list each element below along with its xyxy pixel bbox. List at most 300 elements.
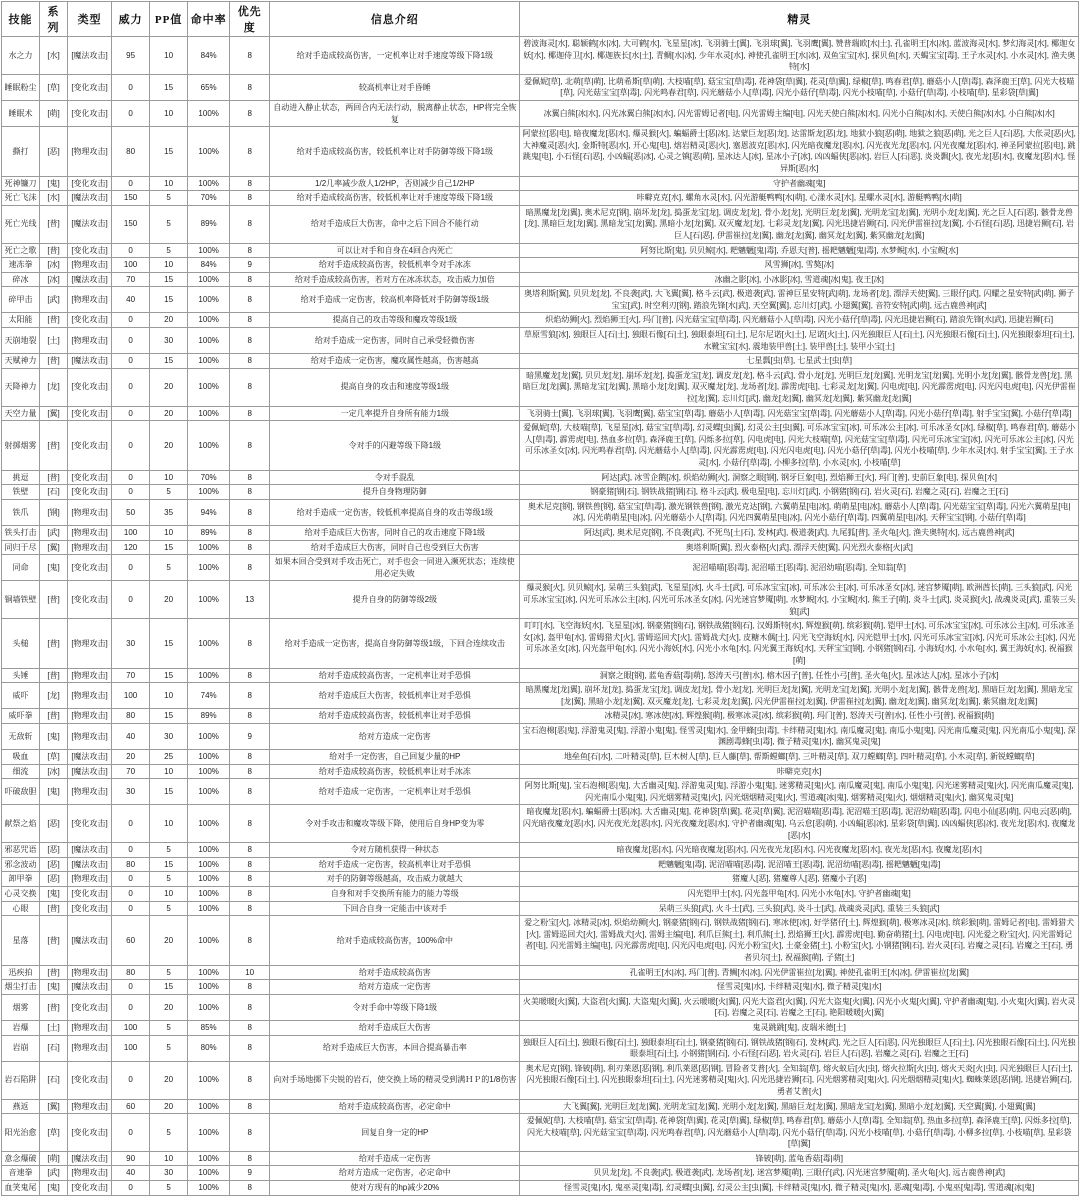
cell-info: 令对手的闪避等级下降1级 — [270, 421, 520, 470]
cell-skill: 岩爆 — [2, 1020, 40, 1035]
cell-priority: 8 — [230, 313, 270, 328]
cell-series: [普] — [40, 354, 68, 369]
cell-hit: 74% — [188, 683, 230, 709]
cell-info: 给对手造成较高伤害，较低机率让对手防御等级下降1级 — [270, 127, 520, 176]
cell-skill: 无敌斩 — [2, 723, 40, 749]
cell-spirits: 贝贝龙[龙], 不良袭[武], 极道袭[武], 龙场者[龙], 迷宫梦魇[萌], 三眼仔[武], 闪光迷宫梦魇[萌], 圣火龟[火], 远古鹿兽神[武] — [520, 1166, 1079, 1181]
cell-power: 0 — [112, 555, 150, 581]
cell-power: 0 — [112, 1114, 150, 1152]
cell-series: [普] — [40, 668, 68, 683]
cell-info: 给对手造成巨大伤害，同时自己的攻击速度下降1级 — [270, 525, 520, 540]
cell-priority: 8 — [230, 470, 270, 485]
cell-spirits: 孔雀明王[水|冰], 玛门[普], 青鲷[水|冰], 闪光伊雷崔拉[龙|翼], 神使孔雀明王[水|冰], 伊雷崔拉[龙|翼] — [520, 965, 1079, 980]
cell-series: [普] — [40, 965, 68, 980]
cell-pp: 20 — [150, 421, 188, 470]
cell-hit: 100% — [188, 540, 230, 555]
cell-series: [恶] — [40, 857, 68, 872]
cell-spirits: 宝石泡棉[恶|鬼], 浮游鬼灵[鬼], 浮游小鬼[鬼], 怪雪灵[鬼|水], 金甲蜂[虫|毒], 卡绊精灵[鬼|水], 南瓜魔灵[鬼], 南瓜小鬼[鬼], 闪光南瓜魔灵[鬼], 闪光南瓜小鬼[鬼], 深渊剧毒蜂[虫|毒], 微子精灵[鬼|水], 幽冥鬼灵[鬼] — [520, 723, 1079, 749]
cell-series: [土] — [40, 328, 68, 354]
cell-info: 给对手造成巨大伤害 — [270, 1020, 520, 1035]
cell-skill: 意念爆破 — [2, 1151, 40, 1166]
cell-info: 给对手造成一定伤害，较高机率让对手恐惧 — [270, 857, 520, 872]
cell-series: [普] — [40, 916, 68, 965]
cell-spirits: 炽焰幼狮[火], 烈焰狮王[火], 玛门[普], 闪光菇宝宝[草|毒], 闪光蘑菇小人[草|毒], 闪光小菇仔[草|毒], 闪光迅捷岩狮[石], 踏浪先锋[水|武], 迅捷岩狮[石] — [520, 313, 1079, 328]
cell-hit: 100% — [188, 272, 230, 287]
table-row — [2, 668, 1079, 683]
cell-priority: 8 — [230, 779, 270, 805]
cell-spirits: 火美暖暖[火|翼], 大盗君[火|翼], 大盗鬼[火|翼], 火云暖暖[火|翼], 闪光大盗君[火|翼], 闪光大盗鬼[火|翼], 闪光小火鬼[火|翼], 守护者幽魂[鬼], 小火鬼[火|翼], 岩火灵[石], 岩魔之灵[石], 岩魔之王[石], 艳阳暖暖[火|翼] — [520, 994, 1079, 1020]
cell-pp: 5 — [150, 1181, 188, 1196]
cell-power: 100 — [112, 258, 150, 273]
cell-power: 40 — [112, 723, 150, 749]
cell-priority: 8 — [230, 1181, 270, 1196]
table-row — [2, 1114, 1079, 1152]
cell-type: [魔法攻击] — [68, 272, 112, 287]
cell-spirits: 飞羽骑士[翼], 飞羽球[翼], 飞羽鹰[翼], 菇宝宝[草|毒], 蘑菇小人[草|毒], 闪光菇宝宝[草|毒], 闪光蘑菇小人[草|毒], 闪光小菇仔[草|毒], 射手宝宝[翼], 小菇仔[草|毒] — [520, 406, 1079, 421]
cell-hit: 100% — [188, 243, 230, 258]
cell-type: [变化攻击] — [68, 368, 112, 406]
table-row — [2, 1151, 1079, 1166]
cell-power: 0 — [112, 843, 150, 858]
cell-type: [变化攻击] — [68, 555, 112, 581]
cell-type: [物理攻击] — [68, 258, 112, 273]
cell-spirits: 暗夜魔龙[恶|水], 闪光暗夜魔龙[恶|水], 闪光夜光龙[恶|水], 闪光夜魔龙[恶|水], 夜光龙[恶|水], 夜魔龙[恶|水] — [520, 843, 1079, 858]
cell-skill: 阳光治愈 — [2, 1114, 40, 1152]
cell-power: 30 — [112, 619, 150, 668]
table-row — [2, 994, 1079, 1020]
cell-info: 自动进入静止状态，两回合内无法行动，脱离静止状态，HP将完全恢复 — [270, 100, 520, 126]
table-row — [2, 683, 1079, 709]
cell-series: [普] — [40, 581, 68, 619]
cell-type: [魔法攻击] — [68, 1151, 112, 1166]
cell-spirits: 叮叮[水], 飞空海妖[水], 飞星星[冰], 钢豪猪[钢|石], 钢铁战猪[钢|石], 汉姆斯特[水], 辉煌猴[萌], 缤彩猴[萌], 铠甲士[水], 可乐冰宝宝[冰], 可乐冰公主[冰], 可乐冰圣女[冰], 盔甲龟[水], 雷姆猎犬[火], 雷姆巡回犬[火], 雷姆战犬[火], 皮糖木偶[土], 闪光飞空海妖[水], 闪光铠甲士[水], 闪光可乐冰宝宝[冰], 闪光可乐冰公主[冰], 闪光可乐冰圣女[冰], 闪光盔甲龟[水], 闪光小海妖[水], 闪光小水龟[水], 闪光翼王海妖[水], 天秤宝宝[钢], 小钢猪[钢|石], 小海妖[水], 小水龟[水], 翼王海妖[水], 祝福猴[萌] — [520, 619, 1079, 668]
cell-series: [钢] — [40, 499, 68, 525]
cell-pp: 10 — [150, 1151, 188, 1166]
cell-pp: 5 — [150, 872, 188, 887]
cell-type: [物理攻击] — [68, 1166, 112, 1181]
cell-type: [变化攻击] — [68, 581, 112, 619]
cell-priority: 8 — [230, 287, 270, 313]
cell-type: [变化攻击] — [68, 421, 112, 470]
table-row — [2, 805, 1079, 843]
table-row — [2, 901, 1079, 916]
cell-priority: 8 — [230, 1035, 270, 1061]
column-header-hit: 命中率 — [188, 2, 230, 37]
table-row — [2, 709, 1079, 724]
cell-hit: 100% — [188, 668, 230, 683]
cell-hit: 100% — [188, 287, 230, 313]
table-row — [2, 1181, 1079, 1196]
cell-power: 0 — [112, 406, 150, 421]
cell-type: [变化攻击] — [68, 901, 112, 916]
cell-spirits: 独眼巨人[石|土], 独眼石像[石|土], 独眼泰坦[石|土], 钢豪猪[钢|石], 钢铁战猪[钢|石], 发林[武], 光之巨人[石|恶], 闪光独眼巨人[石|土], 闪光独眼石像[石|土], 闪光独眼泰坦[石|土], 小钢猪[钢|石], 小石怪[石|恶], 岩火灵[石], 岩巨人[石|恶], 岩魔之灵[石], 岩魔之王[石] — [520, 1035, 1079, 1061]
cell-priority: 8 — [230, 1061, 270, 1099]
cell-type: [变化攻击] — [68, 74, 112, 100]
cell-pp: 5 — [150, 1035, 188, 1061]
cell-info: 给对手造成一定伤害，较高机率降低对手防御等级1级 — [270, 287, 520, 313]
cell-power: 100 — [112, 1035, 150, 1061]
cell-priority: 8 — [230, 272, 270, 287]
cell-skill: 烟雾 — [2, 994, 40, 1020]
cell-hit: 100% — [188, 354, 230, 369]
cell-pp: 20 — [150, 313, 188, 328]
cell-info: 给对手造成较高伤害 — [270, 965, 520, 980]
cell-priority: 8 — [230, 857, 270, 872]
cell-type: [变化攻击] — [68, 100, 112, 126]
cell-hit: 100% — [188, 555, 230, 581]
cell-spirits: 奥术尼克[钢], 钢铁兽[钢], 菇宝宝[草|毒], 激光钢铁兽[钢], 激光克达[钢], 六翼萌星[电|冰], 萌萌星[电|冰], 蘑菇小人[草|毒], 闪光菇宝宝[草|毒], 闪光六翼萌星[电|冰], 闪光萌萌星[电|冰], 闪光蘑菇小人[草|毒], 闪光四翼萌星[电|冰], 闪光小菇仔[草|毒], 四翼萌星[电|冰], 天秤宝宝[钢], 小菇仔[草|毒] — [520, 499, 1079, 525]
cell-hit: 100% — [188, 328, 230, 354]
cell-info: 给对手造成较高伤害，较低机率让对手冰冻 — [270, 764, 520, 779]
table-row — [2, 1166, 1079, 1181]
cell-spirits: 风雪狮[冰], 雪獒[冰] — [520, 258, 1079, 273]
cell-power: 60 — [112, 1099, 150, 1114]
cell-skill: 铁爪 — [2, 499, 40, 525]
cell-power: 0 — [112, 100, 150, 126]
cell-power: 0 — [112, 243, 150, 258]
cell-skill: 死亡飞沫 — [2, 191, 40, 206]
cell-skill: 威吓拳 — [2, 709, 40, 724]
cell-priority: 8 — [230, 887, 270, 902]
cell-skill: 同归于尽 — [2, 540, 40, 555]
cell-priority: 8 — [230, 368, 270, 406]
cell-hit: 100% — [188, 100, 230, 126]
column-header-spirits: 精灵 — [520, 2, 1079, 37]
cell-skill: 岩崩 — [2, 1035, 40, 1061]
cell-power: 40 — [112, 1166, 150, 1181]
cell-hit: 100% — [188, 1181, 230, 1196]
header-row — [2, 2, 1079, 37]
cell-hit: 100% — [188, 750, 230, 765]
cell-hit: 65% — [188, 74, 230, 100]
cell-type: [物理攻击] — [68, 872, 112, 887]
cell-skill: 挑逗 — [2, 470, 40, 485]
cell-priority: 8 — [230, 406, 270, 421]
cell-type: [魔法攻击] — [68, 980, 112, 995]
cell-info: 一定几率提升自身所有能力1级 — [270, 406, 520, 421]
cell-hit: 100% — [188, 779, 230, 805]
cell-series: [石] — [40, 485, 68, 500]
cell-power: 0 — [112, 354, 150, 369]
cell-power: 20 — [112, 750, 150, 765]
cell-info: 给对手造成巨大伤害，同时自己也受到巨大伤害 — [270, 540, 520, 555]
cell-skill: 天赋神力 — [2, 354, 40, 369]
cell-power: 70 — [112, 272, 150, 287]
cell-priority: 8 — [230, 980, 270, 995]
table-row — [2, 540, 1079, 555]
cell-pp: 20 — [150, 406, 188, 421]
cell-hit: 100% — [188, 1151, 230, 1166]
cell-pp: 10 — [150, 258, 188, 273]
cell-pp: 5 — [150, 485, 188, 500]
cell-hit: 100% — [188, 1061, 230, 1099]
cell-pp: 5 — [150, 843, 188, 858]
cell-pp: 10 — [150, 100, 188, 126]
cell-pp: 20 — [150, 581, 188, 619]
cell-power: 0 — [112, 176, 150, 191]
cell-hit: 89% — [188, 525, 230, 540]
cell-skill: 岩石陷阱 — [2, 1061, 40, 1099]
cell-pp: 25 — [150, 750, 188, 765]
cell-series: [翼] — [40, 406, 68, 421]
cell-pp: 15 — [150, 619, 188, 668]
cell-series: [普] — [40, 243, 68, 258]
cell-pp: 15 — [150, 857, 188, 872]
cell-type: [变化攻击] — [68, 470, 112, 485]
cell-info: 给对手造成较高伤害，较低机率令对手冰冻 — [270, 258, 520, 273]
cell-spirits: 爱佩妮[草], 北萌[草|萌], 比萌希斯[草|萌], 大枝喵[草], 菇宝宝[草|毒], 花神袋[草|翼], 花灵[草|翼], 绿椒[草], 鸣春君[草], 蘑菇小人[草|毒], 森泽鹿王[草], 闪光大枝喵[草], 闪光菇宝宝[草|毒], 闪光鸣春君[草], 闪光蘑菇小人[草|毒], 闪光小菇仔[草|毒], 闪光小枝喵[草], 小菇仔[草|毒], 小枝喵[草], 星彩袋[草|翼] — [520, 74, 1079, 100]
cell-type: [魔法攻击] — [68, 916, 112, 965]
table-row — [2, 723, 1079, 749]
cell-series: [石] — [40, 1035, 68, 1061]
cell-info: 如果本回合受到对手攻击死亡，对手也会一同进入濒死状态；连续使用必定失败 — [270, 555, 520, 581]
cell-series: [普] — [40, 205, 68, 243]
cell-hit: 94% — [188, 499, 230, 525]
cell-skill: 血笑鬼尾 — [2, 1181, 40, 1196]
cell-priority: 9 — [230, 723, 270, 749]
table-row — [2, 205, 1079, 243]
cell-skill: 献祭之焰 — [2, 805, 40, 843]
table-row — [2, 176, 1079, 191]
cell-power: 150 — [112, 191, 150, 206]
cell-skill: 铜墙铁壁 — [2, 581, 40, 619]
cell-spirits: 奥塔利斯[翼], 烈火泰格[火|武], 漂浮天使[翼], 闪光烈火泰格[火|武] — [520, 540, 1079, 555]
column-header-priority: 优先度 — [230, 2, 270, 37]
cell-priority: 8 — [230, 328, 270, 354]
cell-info: 给对手造成较高伤害，一定机率让对手恐惧 — [270, 668, 520, 683]
cell-hit: 100% — [188, 764, 230, 779]
cell-priority: 8 — [230, 555, 270, 581]
cell-series: [萌] — [40, 100, 68, 126]
cell-info: 给对手一定伤害，自己回复少量的HP — [270, 750, 520, 765]
cell-spirits: 钢豪猪[钢|石], 钢铁战猪[钢|石], 格斗云[武], 极电星[电], 忘川灯[武], 小钢猪[钢|石], 岩火灵[石], 岩魔之灵[石], 岩魔之王[石] — [520, 485, 1079, 500]
cell-skill: 燕返 — [2, 1099, 40, 1114]
cell-info: 给对手造成一定伤害，较低机率提高自身的攻击等级1级 — [270, 499, 520, 525]
cell-hit: 100% — [188, 916, 230, 965]
cell-info: 给对方造成一定伤害 — [270, 723, 520, 749]
cell-priority: 8 — [230, 872, 270, 887]
cell-type: [物理攻击] — [68, 709, 112, 724]
cell-hit: 84% — [188, 258, 230, 273]
table-row — [2, 354, 1079, 369]
cell-info: 给对手造成较高伤害，必定命中 — [270, 1099, 520, 1114]
cell-series: [普] — [40, 421, 68, 470]
cell-hit: 70% — [188, 470, 230, 485]
cell-pp: 15 — [150, 980, 188, 995]
cell-info: 给对方造成一定伤害 — [270, 980, 520, 995]
cell-power: 0 — [112, 470, 150, 485]
cell-type: [魔法攻击] — [68, 37, 112, 75]
cell-series: [龙] — [40, 683, 68, 709]
cell-pp: 5 — [150, 243, 188, 258]
cell-skill: 邪念波动 — [2, 857, 40, 872]
cell-power: 100 — [112, 1020, 150, 1035]
cell-series: [普] — [40, 470, 68, 485]
cell-type: [魔法攻击] — [68, 354, 112, 369]
cell-power: 100 — [112, 683, 150, 709]
cell-info: 下回合自身一定能击中该对手 — [270, 901, 520, 916]
cell-priority: 8 — [230, 764, 270, 779]
cell-skill: 睡眠粉尘 — [2, 74, 40, 100]
cell-hit: 70% — [188, 191, 230, 206]
cell-skill: 心灵交换 — [2, 887, 40, 902]
cell-priority: 8 — [230, 1099, 270, 1114]
cell-spirits: 碧波海灵[水], 聪颖鹤[水|冰], 大可鹤[水], 飞星星[冰], 飞羽骑士[翼], 飞羽球[翼], 飞羽鹰[翼], 赞普瑞欧[水|土], 孔雀明王[水|冰], 蓝波海灵[水], 梦幻海灵[水], 椰迦女妖[水], 椰迦侍卫[水], 椰迦族长[水|土], 青鲷[水|冰], 少年水灵[水], 神使孔雀明王[水|冰], 双鱼宝宝[水], 探贝鱼[水], 天蝎宝宝[毒], 王子水灵[水], 小水灵[水], 渔夫奥特[水] — [520, 37, 1079, 75]
cell-info: 1/2几率减少敌人1/2HP，否则减少自己1/2HP — [270, 176, 520, 191]
cell-priority: 8 — [230, 525, 270, 540]
cell-power: 80 — [112, 709, 150, 724]
cell-series: [石] — [40, 1061, 68, 1099]
cell-pp: 10 — [150, 683, 188, 709]
cell-spirits: 猪魔人[恶], 猪魔尊人[恶], 猪魔小子[恶] — [520, 872, 1079, 887]
cell-hit: 84% — [188, 37, 230, 75]
cell-series: [萌] — [40, 1151, 68, 1166]
cell-spirits: 洞察之眼[钢], 蓝龟香菇[毒|萌], 怒涛天弓[普|水], 榕木因子[普], 任性小弓[普], 圣火龟[火], 星冰达人[冰], 星冰小子[冰] — [520, 668, 1079, 683]
cell-type: [变化攻击] — [68, 313, 112, 328]
cell-type: [物理攻击] — [68, 328, 112, 354]
cell-series: [土] — [40, 1020, 68, 1035]
cell-priority: 9 — [230, 1166, 270, 1181]
cell-power: 30 — [112, 779, 150, 805]
cell-power: 0 — [112, 485, 150, 500]
cell-skill: 邪恶咒语 — [2, 843, 40, 858]
cell-series: [冰] — [40, 272, 68, 287]
cell-spirits: 爱之粉宝[火], 冰精灵[冰], 炽焰幼狮[火], 钢豪猪[钢|石], 钢铁战猪[钢|石], 寒冰使[冰], 好学猪仔[土], 辉煌猴[萌], 极寒冰灵[冰], 缤彩猴[萌], 雷姆记者[电], 雷姆猎犬[火], 雷姆巡回犬[火], 雷姆战犬[火], 雷姆主编[电], 利爪巨熊[土], 利爪熊[土], 烈焰狮王[火], 霹雳虎[电], 勤奋萌猪[土], 闪电虎[电], 闪光爱之粉宝[火], 闪光雷姆记者[电], 闪光雷姆主编[电], 闪光霹雳虎[电], 闪光闪电虎[电], 闪光小粉宝[火], 土豪金猪[土], 小粉宝[火], 小钢猪[钢|石], 岩火灵[石], 岩魔之灵[石], 岩魔之王[石], 勇者贝尔[土], 祝福猴[萌], 子猪[土] — [520, 916, 1079, 965]
cell-spirits: 泥沼喵喵[恶|毒], 泥沼喵王[恶|毒], 泥沼幼喵[恶|毒], 全知翁[草] — [520, 555, 1079, 581]
cell-series: [鬼] — [40, 980, 68, 995]
cell-priority: 8 — [230, 37, 270, 75]
cell-series: [翼] — [40, 1099, 68, 1114]
cell-power: 0 — [112, 805, 150, 843]
cell-priority: 8 — [230, 683, 270, 709]
cell-info: 给对手造成较高伤害，若对方在冰冻状态，攻击威力加倍 — [270, 272, 520, 287]
cell-priority: 8 — [230, 843, 270, 858]
cell-series: [翼] — [40, 540, 68, 555]
cell-spirits: 暗黑魔龙[龙|翼], 崩坏龙[龙], 捣蛋龙宝[龙], 调皮龙[龙], 骨小龙[龙], 光明巨龙[龙|翼], 光明龙宝[龙|翼], 光明小龙[龙|翼], 骸骨龙兽[龙], 黑暗巨龙[龙|翼], 黑暗龙宝[龙|翼], 黑暗小龙[龙|翼], 双灭魔龙[龙], 七彩灵龙[龙|翼], 闪光伊雷崔拉[龙|翼], 伊雷崔拉[龙|翼], 幽龙[龙|翼], 幽冥龙[龙|翼], 紫冥幽龙[龙|翼] — [520, 683, 1079, 709]
cell-hit: 100% — [188, 1114, 230, 1152]
cell-spirits: 锋铍[萌], 蓝龟香菇[毒|萌] — [520, 1151, 1079, 1166]
cell-priority: 8 — [230, 191, 270, 206]
cell-skill: 碎冰 — [2, 272, 40, 287]
cell-power: 0 — [112, 421, 150, 470]
table-row — [2, 555, 1079, 581]
cell-spirits: 阿达[武], 奥术尼克[钢], 不良袭[武], 不死鸟[土|石], 发林[武], 极道袭[武], 九尾狐[普], 圣火龟[火], 渔夫奥特[水], 远古鹿兽神[武] — [520, 525, 1079, 540]
cell-info: 令对方随机获得一种状态 — [270, 843, 520, 858]
cell-power: 0 — [112, 313, 150, 328]
table-row — [2, 421, 1079, 470]
cell-info: 提高自身的攻击和速度等级1级 — [270, 368, 520, 406]
cell-power: 120 — [112, 540, 150, 555]
cell-series: [恶] — [40, 805, 68, 843]
cell-pp: 20 — [150, 1099, 188, 1114]
cell-power: 0 — [112, 887, 150, 902]
table-row — [2, 100, 1079, 126]
cell-skill: 天崩地裂 — [2, 328, 40, 354]
cell-info: 向对手场地掷下尖锐的岩石，使交换上场的精灵受到满ＨＰ的1/8伤害 — [270, 1061, 520, 1099]
cell-series: [武] — [40, 287, 68, 313]
cell-power: 0 — [112, 368, 150, 406]
cell-skill: 死神镰刀 — [2, 176, 40, 191]
cell-skill: 铁头打击 — [2, 525, 40, 540]
cell-skill: 心眼 — [2, 901, 40, 916]
cell-hit: 100% — [188, 1099, 230, 1114]
cell-power: 0 — [112, 74, 150, 100]
cell-type: [物理攻击] — [68, 779, 112, 805]
cell-pp: 15 — [150, 709, 188, 724]
cell-priority: 8 — [230, 901, 270, 916]
cell-spirits: 暗夜魔龙[恶|水], 蝙蝠爵士[恶|冰], 大舌幽灵[鬼], 花神袋[草|翼], 花灵[草|翼], 泥沼喵喵[恶|毒], 泥沼喵王[恶|毒], 泥沼幼喵[恶|毒], 闪电小仙[恶|萌], 闪电云[恶|萌], 闪光暗夜魔龙[恶|水], 闪光夜光龙[恶|水], 闪光夜魔龙[恶|水], 守护者幽魂[鬼], 乌云怠[恶|萌], 小凶蝠[恶|冰], 星彩袋[草|翼], 凶凶蝠侠[恶|冰], 夜光龙[恶|水], 夜魔龙[恶|水] — [520, 805, 1079, 843]
cell-series: [水] — [40, 37, 68, 75]
cell-info: 令对手混乱 — [270, 470, 520, 485]
cell-skill: 铁壁 — [2, 485, 40, 500]
cell-skill: 头槌 — [2, 619, 40, 668]
cell-type: [物理攻击] — [68, 540, 112, 555]
cell-priority: 9 — [230, 258, 270, 273]
cell-hit: 100% — [188, 421, 230, 470]
cell-priority: 8 — [230, 619, 270, 668]
cell-power: 90 — [112, 1151, 150, 1166]
cell-skill: 天降神力 — [2, 368, 40, 406]
cell-hit: 100% — [188, 901, 230, 916]
table-row — [2, 916, 1079, 965]
cell-priority: 8 — [230, 127, 270, 176]
cell-type: [物理攻击] — [68, 1099, 112, 1114]
cell-power: 60 — [112, 916, 150, 965]
cell-hit: 100% — [188, 872, 230, 887]
cell-pp: 30 — [150, 328, 188, 354]
cell-pp: 5 — [150, 965, 188, 980]
cell-pp: 15 — [150, 74, 188, 100]
cell-info: 给对手造成巨大伤害，较低机率让对手恐惧 — [270, 683, 520, 709]
cell-spirits: 阿蒙拉[恶|电], 暗夜魔龙[恶|水], 爆灵猴[火], 蝙蝠爵士[恶|冰], 达蒙巨龙[恶|龙], 达雷斯龙[恶|龙], 地狱小狼[恶|萌], 地狱之狼[恶|萌], 光之巨人[石|恶], 大伥灵[恶|火], 大神魔灵[恶|火], 金斯特[恶|水], 开心鬼[电], 熔岩精灵[恶|火], 塞恩波克[恶|水], 闪光暗夜魔龙[恶|水], 闪光夜光龙[恶|水], 闪光夜魔龙[恶|水], 神圣阿蒙拉[恶|电], 跳跳鬼[电], 小石怪[石|恶], 小凶蝠[恶|冰], 心灵之镇[恶|萌], 星冰达人[冰], 星冰小子[冰], 凶凶蝠侠[恶|冰], 岩巨人[石|恶], 炎炎飘[火], 夜光龙[恶|水], 夜魔龙[恶|水], 怪异斯[恶|水] — [520, 127, 1079, 176]
cell-priority: 8 — [230, 74, 270, 100]
cell-pp: 5 — [150, 901, 188, 916]
table-row — [2, 965, 1079, 980]
cell-type: [物理攻击] — [68, 965, 112, 980]
cell-spirits: 呆萌三头狼[武], 火斗士[武], 三头狼[武], 炎斗士[武], 战魂炎灵[武], 重装三头狼[武] — [520, 901, 1079, 916]
cell-pp: 5 — [150, 191, 188, 206]
cell-info: 给对手造成一定伤害，魔攻属性越高，伤害越高 — [270, 354, 520, 369]
cell-series: [普] — [40, 901, 68, 916]
cell-pp: 20 — [150, 994, 188, 1020]
cell-skill: 吸血 — [2, 750, 40, 765]
cell-type: [物理攻击] — [68, 525, 112, 540]
cell-type: [变化攻击] — [68, 805, 112, 843]
cell-spirits: 爱佩妮[草], 大枝喵[草], 飞星星[冰], 菇宝宝[草|毒], 幻灵蝶[虫|翼], 幻灵公主[虫|翼], 可乐冰宝宝[冰], 可乐冰公主[冰], 可乐冰圣女[冰], 绿椒[草], 鸣春君[草], 蘑菇小人[草|毒], 霹雳虎[电], 热血多拉[草], 森泽鹿王[草], 闪烁多拉[草], 闪电虎[电], 闪光大枝喵[草], 闪光菇宝宝[草|毒], 闪光可乐冰宝宝[冰], 闪光可乐冰公主[冰], 闪光可乐冰圣女[冰], 闪光鸣春君[草], 闪光蘑菇小人[草|毒], 闪光霹雳虎[电], 闪光闪电虎[电], 闪光小菇仔[草|毒], 闪光小枝喵[草], 少年水灵[水], 射手宝宝[翼], 王子水灵[水], 小菇仔[草|毒], 小柳多拉[草], 小水灵[水], 小枝喵[草] — [520, 421, 1079, 470]
cell-priority: 8 — [230, 243, 270, 258]
cell-series: [普] — [40, 619, 68, 668]
table-row — [2, 1061, 1079, 1099]
cell-series: [普] — [40, 994, 68, 1020]
cell-skill: 同命 — [2, 555, 40, 581]
cell-priority: 8 — [230, 750, 270, 765]
cell-pp: 30 — [150, 723, 188, 749]
cell-skill: 速冻拳 — [2, 258, 40, 273]
cell-series: [普] — [40, 313, 68, 328]
cell-series: [武] — [40, 1166, 68, 1181]
cell-skill: 撕打 — [2, 127, 40, 176]
column-header-power: 威力 — [112, 2, 150, 37]
cell-pp: 5 — [150, 555, 188, 581]
cell-series: [鬼] — [40, 176, 68, 191]
cell-skill: 死亡光线 — [2, 205, 40, 243]
column-header-type: 类型 — [68, 2, 112, 37]
table-row — [2, 485, 1079, 500]
table-row — [2, 843, 1079, 858]
cell-power: 0 — [112, 1061, 150, 1099]
cell-type: [魔法攻击] — [68, 764, 112, 779]
cell-pp: 10 — [150, 37, 188, 75]
